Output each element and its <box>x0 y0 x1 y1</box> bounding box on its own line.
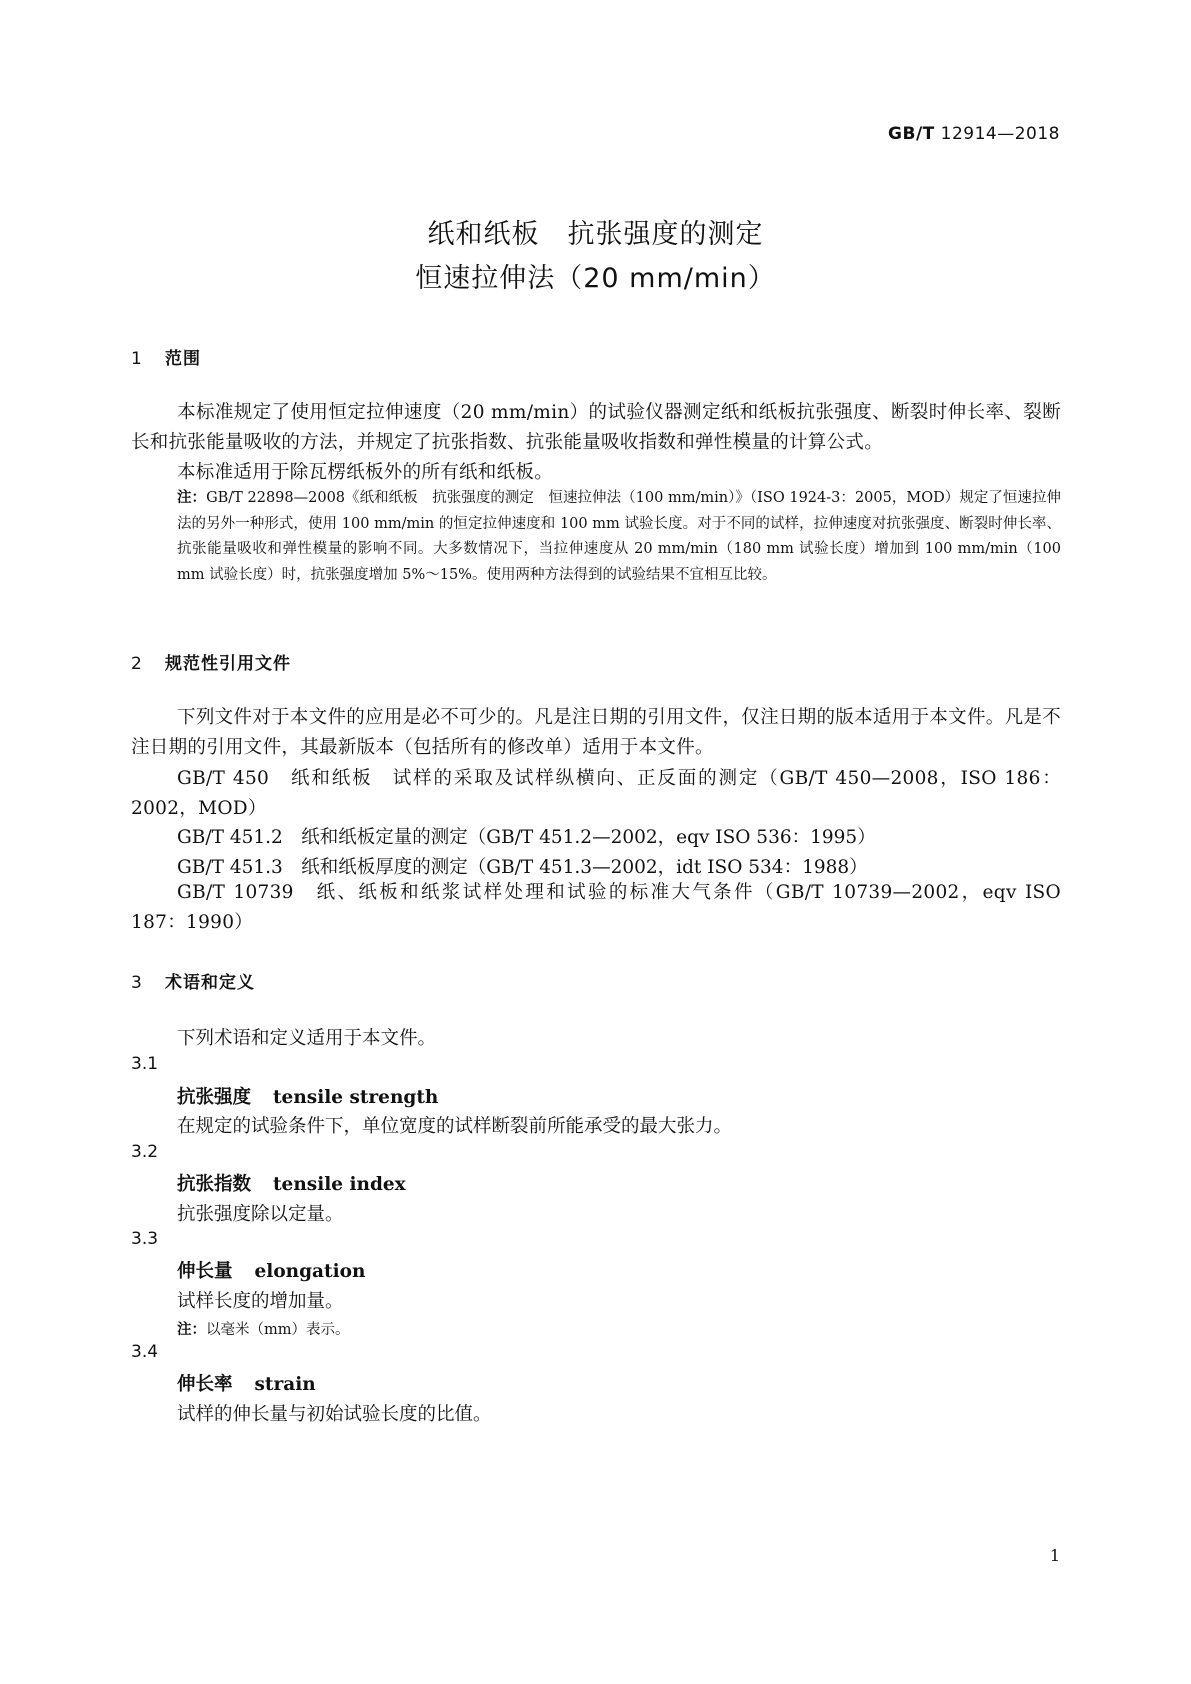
section-1-heading <box>131 344 201 369</box>
term-3-1-en: tensile strength <box>273 1087 439 1108</box>
standard-code <box>888 124 1060 144</box>
section-3-heading <box>131 968 255 993</box>
section-2-heading <box>131 649 291 674</box>
note-label: 注： <box>177 490 207 506</box>
section-2-number: 2 <box>131 654 142 674</box>
reference-1-text: GB/T 450 纸和纸板 试样的采取及试样纵横向、正反面的测定（GB/T 450—2008，ISO 186：2002，MOD） <box>131 768 1061 819</box>
section-1-number: 1 <box>131 349 142 369</box>
term-3-2-definition: 抗张强度除以定量。 <box>177 1204 344 1225</box>
term-3-1 <box>177 1083 438 1109</box>
reference-2: GB/T 451.2 纸和纸板定量的测定（GB/T 451.2—2002，eqv ISO 536：1995） <box>177 827 876 848</box>
section-3-intro: 下列术语和定义适用于本文件。 <box>177 1028 437 1049</box>
term-3-2-number: 3.2 <box>131 1142 159 1162</box>
term-3-3-note-label: 注： <box>177 1322 206 1338</box>
section-3-title: 术语和定义 <box>165 973 255 993</box>
reference-4 <box>131 878 1061 938</box>
standard-code-prefix: GB/T <box>888 124 935 144</box>
term-3-2-zh: 抗张指数 <box>177 1174 252 1195</box>
section-1-title: 范围 <box>165 349 201 369</box>
standard-code-number: 12914—2018 <box>940 124 1060 144</box>
term-3-3 <box>177 1257 365 1283</box>
term-3-2 <box>177 1170 406 1196</box>
section-2-paragraph-1 <box>131 703 1061 763</box>
note-text: GB/T 22898—2008《纸和纸板 抗张强度的测定 恒速拉伸法（100 mm/min）》（ISO 1924-3：2005，MOD）规定了恒速拉伸法的另外一种形式，使用 100 mm/min 的恒定拉伸速度和 100 mm 试验长度。对于不同的试样，拉伸速度对抗张强度、断裂时伸长率、抗张能量吸收和弹性模量的影响不同。大多数情况下，当拉伸速度从 20 mm/min（180 mm 试验长度）增加到 100 mm/min（100 mm 试验长度）时，抗张强度增加 5%～15%。使用两种方法得到的试验结果不宜相互比较。 <box>177 490 1061 583</box>
reference-4-text: GB/T 10739 纸、纸板和纸浆试样处理和试验的标准大气条件（GB/T 10739—2002，eqv ISO 187：1990） <box>131 882 1061 933</box>
term-3-1-number: 3.1 <box>131 1054 159 1074</box>
section-3-number: 3 <box>131 973 142 993</box>
term-3-2-en: tensile index <box>273 1174 406 1195</box>
document-title-line1: 纸和纸板 抗张强度的测定 <box>427 219 764 250</box>
term-3-4-en: strain <box>254 1374 316 1395</box>
reference-1 <box>131 764 1061 824</box>
term-3-4-definition: 试样的伸长量与初始试验长度的比值。 <box>177 1404 492 1425</box>
section-1-paragraph-2-text: 本标准适用于除瓦楞纸板外的所有纸和纸板。 <box>177 462 554 483</box>
term-3-4 <box>177 1370 316 1396</box>
term-3-3-zh: 伸长量 <box>177 1261 233 1282</box>
term-3-4-zh: 伸长率 <box>177 1374 233 1395</box>
term-3-3-en: elongation <box>254 1261 366 1282</box>
term-3-3-definition: 试样长度的增加量。 <box>177 1291 344 1312</box>
term-3-3-note-text: 以毫米（mm）表示。 <box>206 1322 350 1338</box>
section-1-note <box>177 486 1061 588</box>
section-1-paragraph-1 <box>131 398 1061 458</box>
section-2-title: 规范性引用文件 <box>165 654 291 674</box>
reference-3: GB/T 451.3 纸和纸板厚度的测定（GB/T 451.3—2002，idt ISO 534：1988） <box>177 857 868 878</box>
term-3-3-note <box>177 1318 350 1339</box>
term-3-3-number: 3.3 <box>131 1229 159 1249</box>
term-3-1-definition: 在规定的试验条件下，单位宽度的试样断裂前所能承受的最大张力。 <box>177 1116 733 1137</box>
page-number: 1 <box>1049 1546 1060 1565</box>
section-2-paragraph-1-text: 下列文件对于本文件的应用是必不可少的。凡是注日期的引用文件，仅注日期的版本适用于本文件。凡是不注日期的引用文件，其最新版本（包括所有的修改单）适用于本文件。 <box>131 707 1061 758</box>
term-3-1-zh: 抗张强度 <box>177 1087 252 1108</box>
section-1-paragraph-1-text: 本标准规定了使用恒定拉伸速度（20 mm/min）的试验仪器测定纸和纸板抗张强度、断裂时伸长率、裂断长和抗张能量吸收的方法，并规定了抗张指数、抗张能量吸收指数和弹性模量的计算公式。 <box>131 402 1061 453</box>
document-title-line2: 恒速拉伸法（20 mm/min） <box>415 263 776 294</box>
section-1-paragraph-2 <box>131 458 1061 488</box>
term-3-4-number: 3.4 <box>131 1342 159 1362</box>
